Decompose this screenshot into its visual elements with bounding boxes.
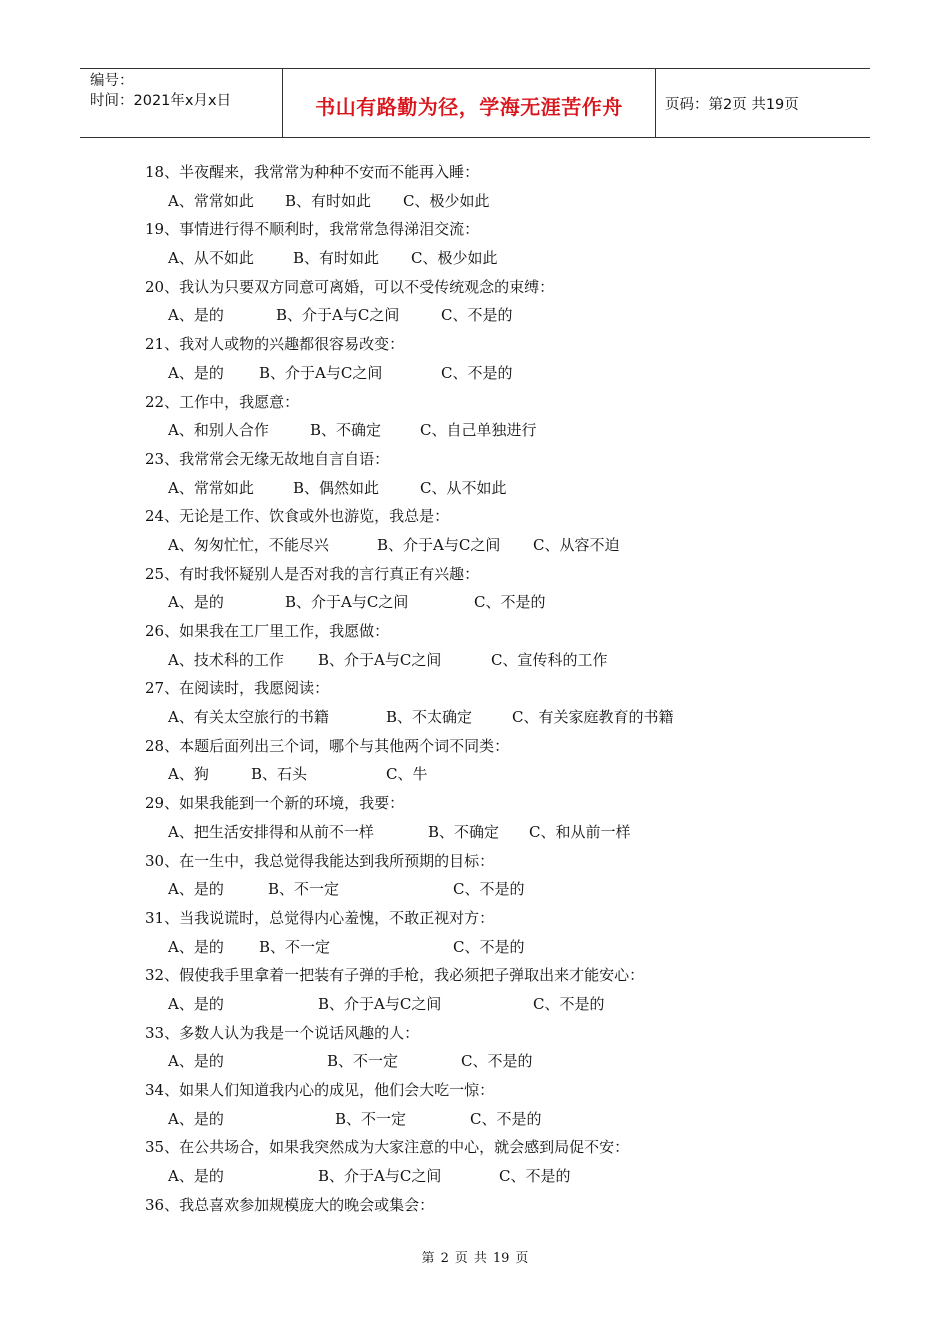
answer-option: A、是的 [168, 1167, 224, 1186]
answer-option: B、介于A与C之间 [318, 650, 442, 669]
answer-option: C、自己单独进行 [420, 421, 537, 440]
question-text: 19、事情进行得不顺利时，我常常急得涕泪交流： [145, 220, 480, 239]
question-text: 22、工作中，我愿意： [145, 392, 300, 411]
answer-option: A、技术科的工作 [168, 650, 284, 669]
answer-option: B、介于A与C之间 [318, 1167, 442, 1186]
answer-options [0, 818, 950, 847]
question-text: 20、我认为只要双方同意可离婚，可以不受传统观念的束缚： [145, 277, 555, 296]
answer-options [0, 933, 950, 962]
answer-option: C、不是的 [453, 880, 525, 899]
answer-options [0, 244, 950, 273]
answer-options [0, 646, 950, 675]
answer-options [0, 1047, 950, 1076]
answer-option: B、不一定 [268, 880, 340, 899]
answer-options [0, 187, 950, 216]
answer-option: A、有关太空旅行的书籍 [168, 708, 329, 727]
answer-option: B、介于A与C之间 [259, 363, 383, 382]
question-text: 34、如果人们知道我内心的成见，他们会大吃一惊： [145, 1081, 495, 1099]
answer-option: B、不一定 [327, 1052, 399, 1071]
answer-options [0, 531, 950, 560]
answer-option: B、有时如此 [293, 249, 380, 268]
answer-option: A、从不如此 [168, 249, 254, 268]
question-text: 21、我对人或物的兴趣都很容易改变： [145, 335, 405, 354]
answer-options [0, 301, 950, 330]
answer-option: C、极少如此 [403, 191, 490, 210]
answer-option: A、狗 [168, 765, 209, 784]
footer-ye: 页 [454, 1251, 468, 1266]
answer-option: A、常常如此 [168, 478, 254, 497]
answer-option: A、是的 [168, 1109, 224, 1128]
answer-option: A、是的 [168, 1052, 224, 1071]
question-text: 25、有时我怀疑别人是否对我的言行真正有兴趣： [145, 564, 480, 583]
answer-option: B、介于A与C之间 [318, 994, 442, 1013]
footer-ye-2: 页 [515, 1251, 529, 1266]
answer-option: A、和别人合作 [168, 421, 269, 440]
question-text: 24、无论是工作、饮食或外也游览，我总是： [145, 507, 450, 526]
answer-option: C、从容不迫 [533, 535, 620, 554]
document-number-label: 编号： [90, 73, 134, 89]
header-right-cell [656, 69, 870, 137]
page-footer [0, 1247, 950, 1266]
question-text: 30、在一生中，我总觉得我能达到我所预期的目标： [145, 851, 495, 870]
question-text: 33、多数人认为我是一个说话风趣的人： [145, 1023, 420, 1042]
answer-options [0, 588, 950, 617]
question-text: 35、在公共场合，如果我突然成为大家注意的中心，就会感到局促不安： [145, 1138, 630, 1157]
answer-option: A、把生活安排得和从前不一样 [168, 822, 374, 841]
footer-gong: 共 [473, 1251, 487, 1266]
document-date: 时间：2021年x月x日 [90, 93, 232, 109]
header-motto: 书山有路勤为径，学海无涯苦作舟 [315, 95, 623, 119]
answer-option: B、介于A与C之间 [276, 306, 400, 325]
header-left-cell [80, 69, 280, 137]
questionnaire-body [0, 158, 950, 1219]
answer-option: A、是的 [168, 994, 224, 1013]
answer-option: C、宣传科的工作 [491, 650, 608, 669]
answer-option: B、不一定 [259, 937, 331, 956]
answer-option: A、常常如此 [168, 191, 254, 210]
footer-page-number: 2 [440, 1251, 449, 1266]
answer-option: B、介于A与C之间 [377, 535, 501, 554]
answer-option: A、是的 [168, 593, 224, 612]
answer-option: C、不是的 [441, 306, 513, 325]
header-middle-cell [282, 69, 656, 137]
answer-option: C、有关家庭教育的书籍 [512, 708, 674, 727]
question-text: 27、在阅读时，我愿阅读： [145, 679, 330, 698]
answer-options [0, 875, 950, 904]
answer-option: C、极少如此 [411, 249, 498, 268]
answer-option: C、不是的 [461, 1052, 533, 1071]
answer-options [0, 359, 950, 388]
answer-option: C、从不如此 [420, 478, 507, 497]
answer-options [0, 1162, 950, 1191]
answer-options [0, 990, 950, 1019]
answer-option: B、不一定 [335, 1109, 407, 1128]
footer-total-pages: 19 [492, 1251, 510, 1266]
question-text: 28、本题后面列出三个词，哪个与其他两个词不同类： [145, 736, 510, 755]
question-text: 26、如果我在工厂里工作，我愿做： [145, 622, 390, 640]
answer-option: C、不是的 [470, 1109, 542, 1128]
answer-option: A、是的 [168, 880, 224, 899]
answer-option: C、不是的 [474, 593, 546, 612]
answer-option: B、介于A与C之间 [285, 593, 409, 612]
answer-options [0, 1105, 950, 1134]
answer-options [0, 760, 950, 789]
answer-options [0, 703, 950, 732]
page-header [80, 68, 870, 138]
answer-option: B、不太确定 [386, 708, 473, 727]
answer-option: B、有时如此 [285, 191, 372, 210]
question-text: 18、半夜醒来，我常常为种种不安而不能再入睡： [145, 163, 480, 181]
answer-option: A、是的 [168, 937, 224, 956]
footer-di: 第 [421, 1251, 435, 1266]
question-text: 36、我总喜欢参加规模庞大的晚会或集会： [145, 1195, 435, 1214]
answer-option: A、匆匆忙忙，不能尽兴 [168, 535, 329, 554]
answer-option: A、是的 [168, 306, 224, 325]
answer-options [0, 416, 950, 445]
question-text: 23、我常常会无缘无故地自言自语： [145, 449, 390, 468]
answer-option: B、不确定 [310, 421, 382, 440]
answer-option: C、和从前一样 [529, 822, 631, 841]
answer-option: B、偶然如此 [293, 478, 380, 497]
answer-option: C、牛 [386, 765, 428, 784]
answer-option: C、不是的 [533, 994, 605, 1013]
answer-option: C、不是的 [453, 937, 525, 956]
answer-option: C、不是的 [499, 1167, 571, 1186]
answer-options [0, 474, 950, 503]
header-page-code: 页码：第2页 共19页 [665, 97, 799, 113]
answer-option: C、不是的 [441, 363, 513, 382]
question-text: 31、当我说谎时，总觉得内心羞愧，不敢正视对方： [145, 908, 495, 927]
question-text: 32、假使我手里拿着一把装有子弹的手枪，我必须把子弹取出来才能安心： [145, 966, 645, 985]
question-text: 29、如果我能到一个新的环境，我要： [145, 794, 405, 813]
answer-option: A、是的 [168, 363, 224, 382]
answer-option: B、不确定 [428, 822, 500, 841]
answer-option: B、石头 [251, 765, 308, 784]
